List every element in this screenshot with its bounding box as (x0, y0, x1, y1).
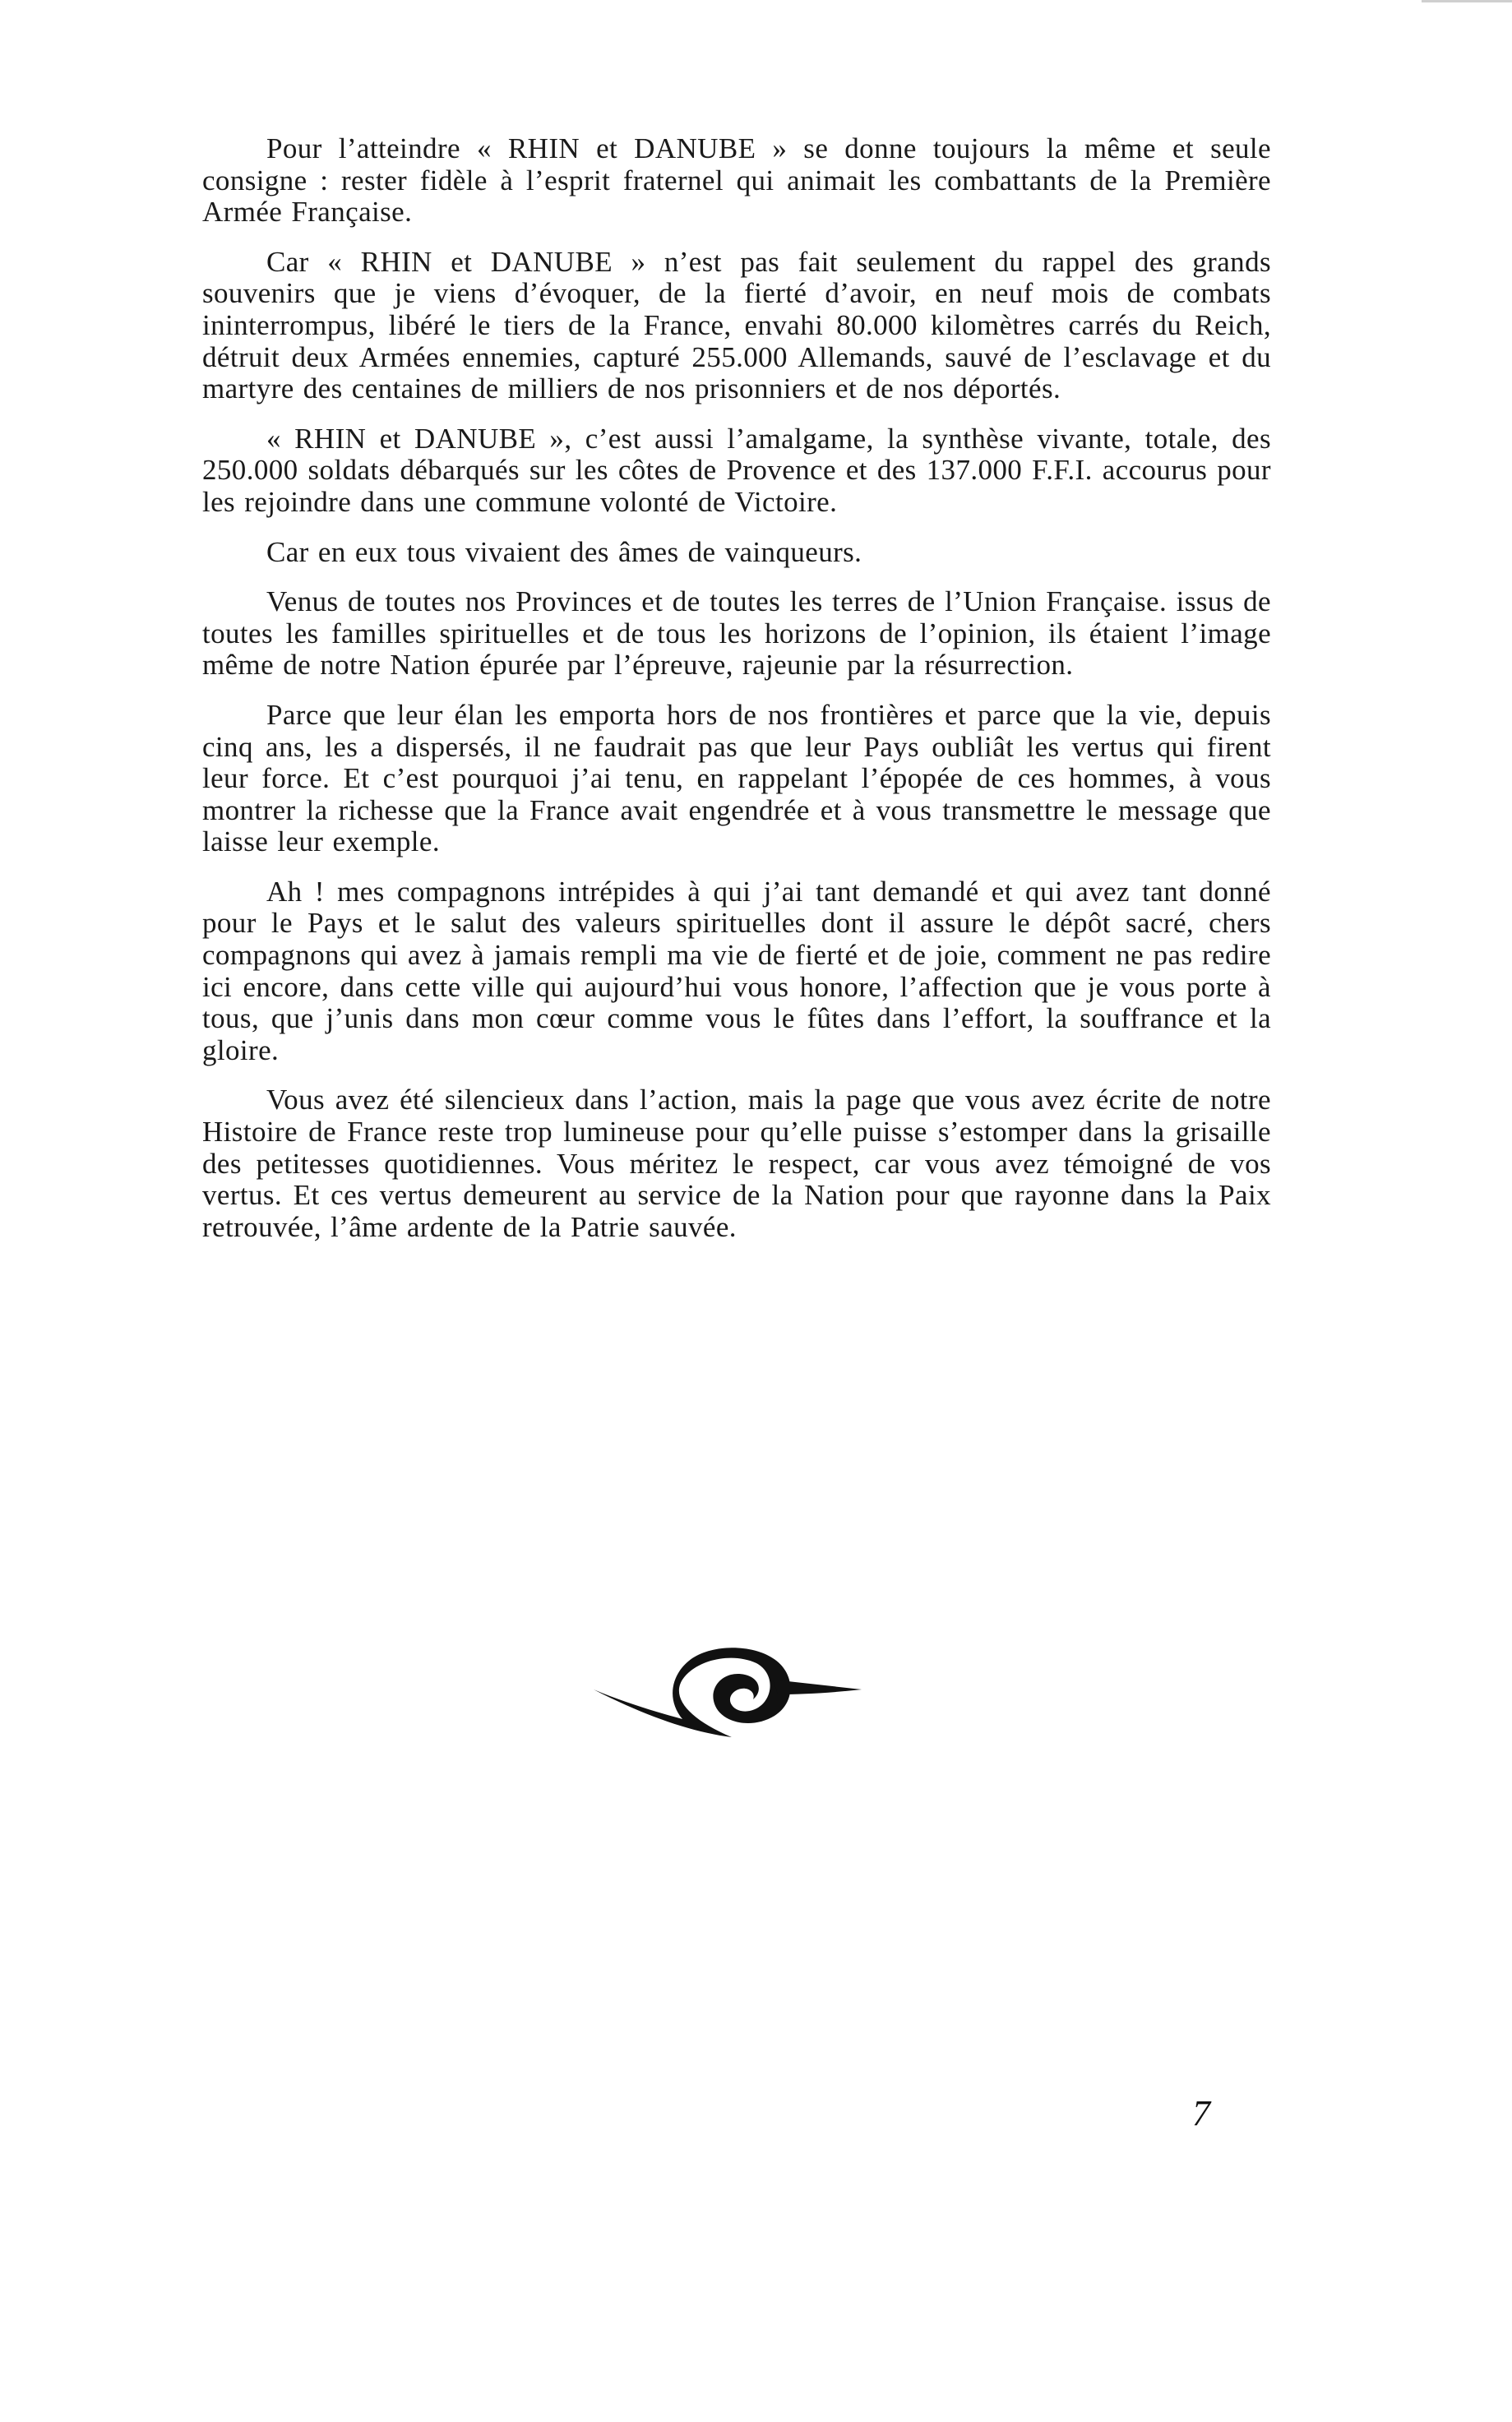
paragraph-7: Ah ! mes compagnons intrépides à qui j’ai tant demandé et qui avez tant donné pour le Pays et le salut des valeurs spirituelles dont il assure le dépôt sacré, chers compagnons qui avez à jamais rempli ma vie de fierté et de joie, comment ne pas redire ici encore, dans cette ville qui aujourd’hui vous honore, l’affection que je vous porte à tous, que j’unis dans mon cœur comme vous le fûtes dans l’effort, la souffrance et la gloire. (202, 875, 1271, 1066)
scan-edge-mark (1422, 0, 1512, 2)
paragraph-8: Vous avez été silencieux dans l’action, mais la page que vous avez écrite de notre Histoire de France reste trop lumineuse pour qu’elle puisse s’estomper dans la grisaille des petitesses quotidiennes. Vous méritez le respect, car vous avez témoigné de vos vertus. Et ces vertus demeurent au service de la Nation pour que rayonne dans la Paix retrouvée, l’âme ardente de la Patrie sauvée. (202, 1084, 1271, 1243)
paragraph-5: Venus de toutes nos Provinces et de toutes les terres de l’Union Française. issus de toutes les familles spirituelles et de tous les horizons de l’opinion, ils étaient l’image même de notre Nation épurée par l’épreuve, rajeunie par la résurrection. (202, 585, 1271, 682)
paragraph-2: Car « RHIN et DANUBE » n’est pas fait seulement du rappel des grands souvenirs que je viens d’évoquer, de la fierté d’avoir, en neuf mois de combats ininterrompus, libéré le tiers de la France, envahi 80.000 kilomètres carrés du Reich, détruit deux Armées ennemies, capturé 255.000 Allemands, sauvé de l’esclavage et du martyre des centaines de milliers de nos prisonniers et de nos déportés. (202, 245, 1271, 405)
paragraph-3: « RHIN et DANUBE », c’est aussi l’amalgame, la synthèse vivante, totale, des 250.000 soldats débarqués sur les côtes de Provence et des 137.000 F.F.I. accourus pour les rejoindre dans une commune volonté de Victoire. (202, 422, 1271, 518)
paragraph-1: Pour l’atteindre « RHIN et DANUBE » se donne toujours la même et seule consigne : rester fidèle à l’esprit fraternel qui animait les combattants de la Première Armée Française. (202, 132, 1271, 229)
page-text-body (202, 133, 1271, 1261)
paragraph-6: Parce que leur élan les emporta hors de nos frontières et parce que la vie, depuis cinq ans, les a dispersés, il ne faudrait pas que leur Pays oubliât les vertus qui firent leur force. Et c’est pourquoi j’ai tenu, en rappelant l’épopée de ces hommes, à vous montrer la richesse que la France avait engendrée et à vous transmettre le message que laisse leur exemple. (202, 698, 1271, 858)
page-number: 7 (1192, 2093, 1210, 2133)
swirl-ornament-icon (592, 1640, 863, 1763)
paragraph-4: Car en eux tous vivaient des âmes de vainqueurs. (266, 535, 862, 568)
